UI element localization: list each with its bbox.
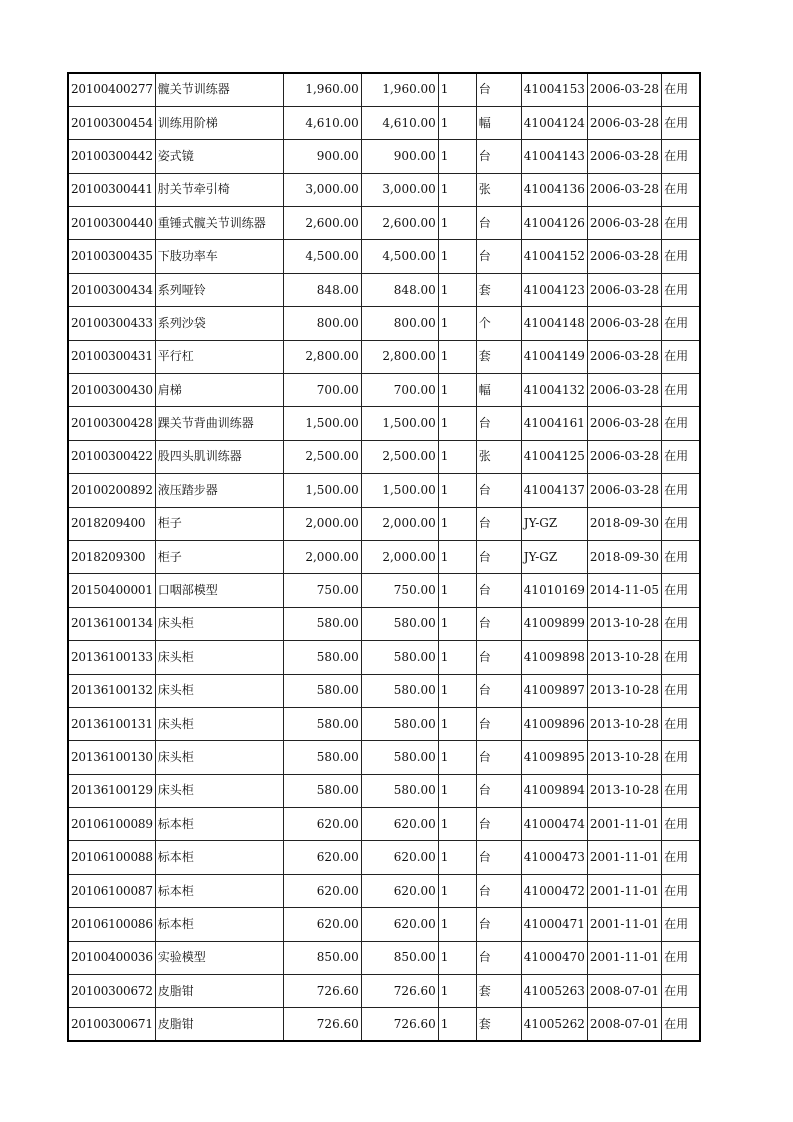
acquired-date-cell: 2008-07-01 — [587, 1008, 661, 1041]
asset-name-cell: 皮脂钳 — [155, 975, 283, 1008]
unit-price-cell: 620.00 — [283, 908, 361, 941]
acquired-date-cell: 2013-10-28 — [587, 607, 661, 640]
amount-cell: 580.00 — [361, 674, 438, 707]
asset-table — [67, 72, 701, 1042]
unit-cell: 台 — [476, 240, 521, 273]
unit-price-cell: 4,610.00 — [283, 106, 361, 139]
asset-code-cell: 20100200892 — [68, 474, 155, 507]
status-cell: 在用 — [662, 440, 700, 473]
acquired-date-cell: 2018-09-30 — [587, 540, 661, 573]
table-row — [68, 908, 700, 941]
table-row — [68, 874, 700, 907]
asset-name-cell: 床头柜 — [155, 607, 283, 640]
unit-cell: 台 — [476, 808, 521, 841]
table-row — [68, 540, 700, 573]
amount-cell: 726.60 — [361, 1008, 438, 1041]
quantity-cell: 1 — [438, 307, 476, 340]
asset-name-cell: 重锤式髋关节训练器 — [155, 207, 283, 240]
status-cell: 在用 — [662, 874, 700, 907]
card-number-cell: 41000474 — [521, 808, 587, 841]
quantity-cell: 1 — [438, 407, 476, 440]
table-row — [68, 474, 700, 507]
table-row — [68, 741, 700, 774]
unit-price-cell: 580.00 — [283, 641, 361, 674]
amount-cell: 2,800.00 — [361, 340, 438, 373]
unit-price-cell: 4,500.00 — [283, 240, 361, 273]
quantity-cell: 1 — [438, 641, 476, 674]
asset-code-cell: 20136100134 — [68, 607, 155, 640]
asset-name-cell: 下肢功率车 — [155, 240, 283, 273]
quantity-cell: 1 — [438, 340, 476, 373]
asset-code-cell: 20100300671 — [68, 1008, 155, 1041]
asset-code-cell: 20100300435 — [68, 240, 155, 273]
status-cell: 在用 — [662, 841, 700, 874]
unit-price-cell: 620.00 — [283, 808, 361, 841]
asset-code-cell: 20100300441 — [68, 173, 155, 206]
amount-cell: 700.00 — [361, 374, 438, 407]
asset-code-cell: 20100300454 — [68, 106, 155, 139]
unit-cell: 台 — [476, 641, 521, 674]
asset-name-cell: 床头柜 — [155, 641, 283, 674]
unit-cell: 台 — [476, 908, 521, 941]
unit-cell: 套 — [476, 340, 521, 373]
unit-price-cell: 580.00 — [283, 741, 361, 774]
quantity-cell: 1 — [438, 507, 476, 540]
card-number-cell: 41004125 — [521, 440, 587, 473]
table-row — [68, 307, 700, 340]
status-cell: 在用 — [662, 240, 700, 273]
card-number-cell: 41010169 — [521, 574, 587, 607]
unit-cell: 个 — [476, 307, 521, 340]
amount-cell: 620.00 — [361, 908, 438, 941]
acquired-date-cell: 2013-10-28 — [587, 707, 661, 740]
amount-cell: 1,960.00 — [361, 73, 438, 106]
amount-cell: 800.00 — [361, 307, 438, 340]
unit-price-cell: 580.00 — [283, 707, 361, 740]
asset-code-cell: 20106100086 — [68, 908, 155, 941]
card-number-cell: JY-GZ — [521, 507, 587, 540]
card-number-cell: 41004132 — [521, 374, 587, 407]
unit-price-cell: 2,500.00 — [283, 440, 361, 473]
unit-price-cell: 620.00 — [283, 874, 361, 907]
amount-cell: 580.00 — [361, 774, 438, 807]
acquired-date-cell: 2013-10-28 — [587, 674, 661, 707]
amount-cell: 850.00 — [361, 941, 438, 974]
unit-cell: 套 — [476, 975, 521, 1008]
acquired-date-cell: 2001-11-01 — [587, 841, 661, 874]
amount-cell: 4,610.00 — [361, 106, 438, 139]
table-row — [68, 574, 700, 607]
status-cell: 在用 — [662, 707, 700, 740]
asset-code-cell: 20136100130 — [68, 741, 155, 774]
acquired-date-cell: 2018-09-30 — [587, 507, 661, 540]
unit-price-cell: 900.00 — [283, 140, 361, 173]
status-cell: 在用 — [662, 741, 700, 774]
table-row — [68, 140, 700, 173]
quantity-cell: 1 — [438, 173, 476, 206]
quantity-cell: 1 — [438, 374, 476, 407]
card-number-cell: 41009898 — [521, 641, 587, 674]
unit-cell: 台 — [476, 574, 521, 607]
status-cell: 在用 — [662, 140, 700, 173]
card-number-cell: 41004137 — [521, 474, 587, 507]
card-number-cell: 41005263 — [521, 975, 587, 1008]
amount-cell: 2,500.00 — [361, 440, 438, 473]
unit-price-cell: 580.00 — [283, 774, 361, 807]
unit-cell: 张 — [476, 440, 521, 473]
card-number-cell: 41000472 — [521, 874, 587, 907]
card-number-cell: 41000473 — [521, 841, 587, 874]
amount-cell: 3,000.00 — [361, 173, 438, 206]
acquired-date-cell: 2006-03-28 — [587, 440, 661, 473]
unit-cell: 套 — [476, 273, 521, 306]
table-row — [68, 106, 700, 139]
table-row — [68, 1008, 700, 1041]
acquired-date-cell: 2014-11-05 — [587, 574, 661, 607]
asset-name-cell: 平行杠 — [155, 340, 283, 373]
quantity-cell: 1 — [438, 741, 476, 774]
asset-name-cell: 柜子 — [155, 540, 283, 573]
amount-cell: 900.00 — [361, 140, 438, 173]
quantity-cell: 1 — [438, 908, 476, 941]
table-row — [68, 207, 700, 240]
asset-code-cell: 20100300431 — [68, 340, 155, 373]
status-cell: 在用 — [662, 207, 700, 240]
asset-name-cell: 床头柜 — [155, 707, 283, 740]
table-row — [68, 507, 700, 540]
quantity-cell: 1 — [438, 540, 476, 573]
unit-cell: 台 — [476, 507, 521, 540]
quantity-cell: 1 — [438, 707, 476, 740]
asset-code-cell: 20100300442 — [68, 140, 155, 173]
table-row — [68, 941, 700, 974]
table-row — [68, 641, 700, 674]
unit-price-cell: 620.00 — [283, 841, 361, 874]
asset-name-cell: 系列哑铃 — [155, 273, 283, 306]
card-number-cell: 41009897 — [521, 674, 587, 707]
asset-name-cell: 床头柜 — [155, 741, 283, 774]
unit-price-cell: 750.00 — [283, 574, 361, 607]
status-cell: 在用 — [662, 607, 700, 640]
table-row — [68, 240, 700, 273]
asset-code-cell: 20100300433 — [68, 307, 155, 340]
amount-cell: 4,500.00 — [361, 240, 438, 273]
card-number-cell: 41004123 — [521, 273, 587, 306]
acquired-date-cell: 2006-03-28 — [587, 407, 661, 440]
unit-price-cell: 3,000.00 — [283, 173, 361, 206]
asset-name-cell: 股四头肌训练器 — [155, 440, 283, 473]
quantity-cell: 1 — [438, 674, 476, 707]
status-cell: 在用 — [662, 908, 700, 941]
unit-price-cell: 2,800.00 — [283, 340, 361, 373]
status-cell: 在用 — [662, 774, 700, 807]
unit-price-cell: 726.60 — [283, 1008, 361, 1041]
card-number-cell: 41004136 — [521, 173, 587, 206]
acquired-date-cell: 2006-03-28 — [587, 307, 661, 340]
unit-cell: 张 — [476, 173, 521, 206]
table-row — [68, 808, 700, 841]
unit-price-cell: 580.00 — [283, 674, 361, 707]
asset-code-cell: 20100300440 — [68, 207, 155, 240]
asset-code-cell: 20136100129 — [68, 774, 155, 807]
acquired-date-cell: 2013-10-28 — [587, 641, 661, 674]
status-cell: 在用 — [662, 507, 700, 540]
unit-cell: 台 — [476, 540, 521, 573]
status-cell: 在用 — [662, 574, 700, 607]
card-number-cell: 41000471 — [521, 908, 587, 941]
asset-name-cell: 髋关节训练器 — [155, 73, 283, 106]
acquired-date-cell: 2006-03-28 — [587, 374, 661, 407]
amount-cell: 2,600.00 — [361, 207, 438, 240]
asset-code-cell: 20100300430 — [68, 374, 155, 407]
table-row — [68, 73, 700, 106]
asset-name-cell: 口咽部模型 — [155, 574, 283, 607]
unit-cell: 套 — [476, 1008, 521, 1041]
quantity-cell: 1 — [438, 440, 476, 473]
acquired-date-cell: 2006-03-28 — [587, 173, 661, 206]
card-number-cell: 41005262 — [521, 1008, 587, 1041]
amount-cell: 2,000.00 — [361, 540, 438, 573]
quantity-cell: 1 — [438, 240, 476, 273]
table-row — [68, 273, 700, 306]
unit-cell: 台 — [476, 674, 521, 707]
status-cell: 在用 — [662, 975, 700, 1008]
amount-cell: 1,500.00 — [361, 407, 438, 440]
status-cell: 在用 — [662, 941, 700, 974]
asset-name-cell: 标本柜 — [155, 874, 283, 907]
unit-price-cell: 2,000.00 — [283, 540, 361, 573]
card-number-cell: 41004152 — [521, 240, 587, 273]
acquired-date-cell: 2001-11-01 — [587, 874, 661, 907]
quantity-cell: 1 — [438, 874, 476, 907]
card-number-cell: 41004143 — [521, 140, 587, 173]
asset-code-cell: 2018209300 — [68, 540, 155, 573]
status-cell: 在用 — [662, 307, 700, 340]
asset-code-cell: 20150400001 — [68, 574, 155, 607]
asset-name-cell: 肘关节牵引椅 — [155, 173, 283, 206]
card-number-cell: 41009895 — [521, 741, 587, 774]
table-row — [68, 173, 700, 206]
status-cell: 在用 — [662, 540, 700, 573]
asset-code-cell: 20100300672 — [68, 975, 155, 1008]
amount-cell: 848.00 — [361, 273, 438, 306]
asset-code-cell: 20100400277 — [68, 73, 155, 106]
acquired-date-cell: 2001-11-01 — [587, 908, 661, 941]
card-number-cell: JY-GZ — [521, 540, 587, 573]
status-cell: 在用 — [662, 1008, 700, 1041]
table-row — [68, 975, 700, 1008]
unit-price-cell: 800.00 — [283, 307, 361, 340]
unit-price-cell: 1,500.00 — [283, 407, 361, 440]
amount-cell: 620.00 — [361, 874, 438, 907]
unit-cell: 台 — [476, 474, 521, 507]
acquired-date-cell: 2006-03-28 — [587, 207, 661, 240]
quantity-cell: 1 — [438, 474, 476, 507]
status-cell: 在用 — [662, 474, 700, 507]
amount-cell: 620.00 — [361, 841, 438, 874]
card-number-cell: 41009894 — [521, 774, 587, 807]
unit-price-cell: 2,600.00 — [283, 207, 361, 240]
acquired-date-cell: 2006-03-28 — [587, 474, 661, 507]
asset-name-cell: 液压踏步器 — [155, 474, 283, 507]
card-number-cell: 41009899 — [521, 607, 587, 640]
asset-code-cell: 20106100089 — [68, 808, 155, 841]
unit-price-cell: 1,500.00 — [283, 474, 361, 507]
asset-code-cell: 20136100132 — [68, 674, 155, 707]
asset-code-cell: 20136100131 — [68, 707, 155, 740]
acquired-date-cell: 2006-03-28 — [587, 240, 661, 273]
asset-name-cell: 床头柜 — [155, 674, 283, 707]
quantity-cell: 1 — [438, 941, 476, 974]
amount-cell: 726.60 — [361, 975, 438, 1008]
acquired-date-cell: 2006-03-28 — [587, 140, 661, 173]
asset-name-cell: 标本柜 — [155, 908, 283, 941]
status-cell: 在用 — [662, 173, 700, 206]
acquired-date-cell: 2006-03-28 — [587, 273, 661, 306]
acquired-date-cell: 2006-03-28 — [587, 106, 661, 139]
asset-name-cell: 肩梯 — [155, 374, 283, 407]
unit-cell: 台 — [476, 607, 521, 640]
status-cell: 在用 — [662, 641, 700, 674]
acquired-date-cell: 2006-03-28 — [587, 73, 661, 106]
card-number-cell: 41004153 — [521, 73, 587, 106]
unit-cell: 台 — [476, 707, 521, 740]
unit-price-cell: 726.60 — [283, 975, 361, 1008]
amount-cell: 580.00 — [361, 641, 438, 674]
card-number-cell: 41004124 — [521, 106, 587, 139]
unit-cell: 台 — [476, 841, 521, 874]
quantity-cell: 1 — [438, 574, 476, 607]
acquired-date-cell: 2006-03-28 — [587, 340, 661, 373]
amount-cell: 2,000.00 — [361, 507, 438, 540]
unit-cell: 台 — [476, 774, 521, 807]
card-number-cell: 41009896 — [521, 707, 587, 740]
quantity-cell: 1 — [438, 106, 476, 139]
quantity-cell: 1 — [438, 808, 476, 841]
unit-cell: 台 — [476, 407, 521, 440]
table-row — [68, 374, 700, 407]
table-row — [68, 707, 700, 740]
asset-table-body — [68, 73, 700, 1041]
quantity-cell: 1 — [438, 841, 476, 874]
table-row — [68, 440, 700, 473]
amount-cell: 1,500.00 — [361, 474, 438, 507]
status-cell: 在用 — [662, 374, 700, 407]
quantity-cell: 1 — [438, 207, 476, 240]
asset-code-cell: 20136100133 — [68, 641, 155, 674]
table-row — [68, 607, 700, 640]
status-cell: 在用 — [662, 106, 700, 139]
status-cell: 在用 — [662, 674, 700, 707]
asset-name-cell: 训练用阶梯 — [155, 106, 283, 139]
card-number-cell: 41004149 — [521, 340, 587, 373]
quantity-cell: 1 — [438, 140, 476, 173]
asset-code-cell: 20106100088 — [68, 841, 155, 874]
quantity-cell: 1 — [438, 1008, 476, 1041]
asset-name-cell: 床头柜 — [155, 774, 283, 807]
unit-price-cell: 1,960.00 — [283, 73, 361, 106]
status-cell: 在用 — [662, 407, 700, 440]
acquired-date-cell: 2013-10-28 — [587, 741, 661, 774]
table-row — [68, 774, 700, 807]
unit-price-cell: 850.00 — [283, 941, 361, 974]
status-cell: 在用 — [662, 340, 700, 373]
amount-cell: 580.00 — [361, 607, 438, 640]
unit-price-cell: 2,000.00 — [283, 507, 361, 540]
asset-name-cell: 姿式镜 — [155, 140, 283, 173]
acquired-date-cell: 2013-10-28 — [587, 774, 661, 807]
unit-price-cell: 580.00 — [283, 607, 361, 640]
unit-price-cell: 700.00 — [283, 374, 361, 407]
status-cell: 在用 — [662, 808, 700, 841]
quantity-cell: 1 — [438, 73, 476, 106]
card-number-cell: 41004148 — [521, 307, 587, 340]
card-number-cell: 41004126 — [521, 207, 587, 240]
asset-name-cell: 踝关节背曲训练器 — [155, 407, 283, 440]
asset-code-cell: 2018209400 — [68, 507, 155, 540]
unit-cell: 幅 — [476, 106, 521, 139]
unit-cell: 台 — [476, 941, 521, 974]
table-row — [68, 340, 700, 373]
asset-name-cell: 系列沙袋 — [155, 307, 283, 340]
quantity-cell: 1 — [438, 774, 476, 807]
unit-price-cell: 848.00 — [283, 273, 361, 306]
quantity-cell: 1 — [438, 273, 476, 306]
unit-cell: 台 — [476, 207, 521, 240]
amount-cell: 750.00 — [361, 574, 438, 607]
unit-cell: 台 — [476, 73, 521, 106]
asset-code-cell: 20100300428 — [68, 407, 155, 440]
status-cell: 在用 — [662, 273, 700, 306]
unit-cell: 幅 — [476, 374, 521, 407]
amount-cell: 580.00 — [361, 741, 438, 774]
asset-name-cell: 标本柜 — [155, 841, 283, 874]
asset-name-cell: 实验模型 — [155, 941, 283, 974]
amount-cell: 580.00 — [361, 707, 438, 740]
quantity-cell: 1 — [438, 975, 476, 1008]
asset-code-cell: 20100400036 — [68, 941, 155, 974]
unit-cell: 台 — [476, 140, 521, 173]
acquired-date-cell: 2001-11-01 — [587, 941, 661, 974]
table-row — [68, 407, 700, 440]
asset-name-cell: 标本柜 — [155, 808, 283, 841]
quantity-cell: 1 — [438, 607, 476, 640]
asset-name-cell: 皮脂钳 — [155, 1008, 283, 1041]
asset-name-cell: 柜子 — [155, 507, 283, 540]
asset-code-cell: 20100300434 — [68, 273, 155, 306]
acquired-date-cell: 2008-07-01 — [587, 975, 661, 1008]
asset-code-cell: 20106100087 — [68, 874, 155, 907]
card-number-cell: 41004161 — [521, 407, 587, 440]
status-cell: 在用 — [662, 73, 700, 106]
card-number-cell: 41000470 — [521, 941, 587, 974]
acquired-date-cell: 2001-11-01 — [587, 808, 661, 841]
table-row — [68, 674, 700, 707]
unit-cell: 台 — [476, 874, 521, 907]
amount-cell: 620.00 — [361, 808, 438, 841]
unit-cell: 台 — [476, 741, 521, 774]
asset-code-cell: 20100300422 — [68, 440, 155, 473]
table-row — [68, 841, 700, 874]
